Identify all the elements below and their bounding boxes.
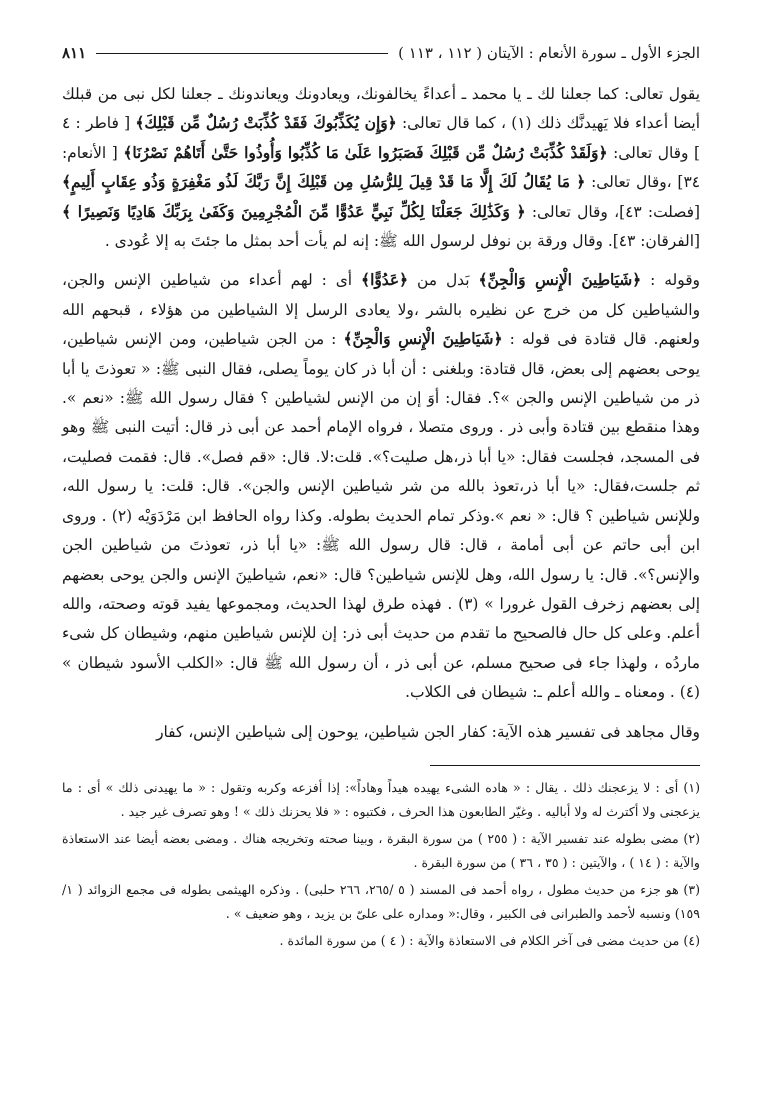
footnote: (٢) مضى بطوله عند تفسير الآية : ( ٢٥٥ ) من سورة البقرة ، وبينا صحته وتخريجه هناك . ومضى بعضه أيضا عند الاستعاذة والآية : ( ١٤ ) ، والآيتين : ( ٣٥ ، ٣٦ ) من سورة البقرة .: [62, 830, 700, 870]
header-rule: [96, 53, 388, 54]
quran-quote: ﴿عَدُوًّا﴾: [361, 271, 409, 290]
footnote: (٤) من حديث مضى فى آخر الكلام فى الاستعاذة والآية : ( ٤ ) من سورة المائدة .: [279, 932, 700, 948]
text-segment: [الفرقان: ٤٣]. وقال ورقة بن نوفل لرسول الله ﷺ: إنه لم يأت أحد بمثل ما جئتَ به إلا عُودى .: [104, 232, 700, 251]
text-segment: وقوله :: [641, 271, 700, 290]
body-text: [62, 80, 700, 747]
quran-quote: ﴿وَإِن يُكَذِّبُوكَ فَقَدْ كُذِّبَتْ رُسُلٌ مِّن قَبْلِكَ﴾: [135, 114, 397, 133]
footnote-separator: [430, 765, 700, 766]
text-segment: وقال مجاهد فى تفسير هذه الآية: كفار الجن شياطين، يوحون إلى شياطين الإنس، كفار: [156, 722, 700, 741]
footnote: (٣) هو جزء من حديث مطول ، رواه أحمد فى المسند ( ٥ /٢٦٥، ٢٦٦ حلبى) . وذكره الهيثمى بطوله فى مجمع الزوائد ( ١/ ١٥٩) ونسبه لأحمد والطبرانى فى الكبير ، وقال:« ومداره على علىّ بن يزيد ، وهو ضعيف » .: [62, 881, 700, 921]
quran-quote: ﴿ وَكَذَٰلِكَ جَعَلْنَا لِكُلِّ نَبِيٍّ عَدُوًّا مِّنَ الْمُجْرِمِينَ وَكَفَىٰ بِرَبِّكَ هَادِيًا وَنَصِيرًا ﴾: [62, 202, 526, 221]
text-segment: بَدل من: [408, 271, 479, 290]
paragraph: [62, 266, 700, 707]
text-segment: : من الجن شياطين، ومن الإنس شياطين، يوحى بعضهم إلى بعض، قال قتادة: وبلغنى : أن أبا ذر كان يوماً يصلى، فقال النبى ﷺ: « تعوذتَ يا أبا ذر من شياطين الإنس والجن »؟. فقال: أوَ إن من الإنس لشياطين ؟ فقال رسول الله ﷺ: «نعم ». وهذا منقطع بين قتادة وأبى ذر . وروى متصلا ، فرواه الإمام أحمد عن أبى ذر قال: أتيت النبى ﷺ وهو فى المسجد، فجلست فقال: «يا أبا ذر،هل صليت؟». قلت:لا. قال: «قم فصل». قال: فقمت فصليت، ثم جلست،فقال: «يا أبا ذر،تعوذ بالله من شر شياطين الإنس والجن». قال: قلت: يا رسول الله، وللإنس شياطين ؟ قال: « نعم ».وذكر تمام الحديث بطوله. وكذا رواه الحافظ ابن مَرْدَوَيْه (٢) . وروى ابن أبى حاتم عن أبى أمامة ، قال: قال رسول الله ﷺ: «يا أبا ذر، تعوذتَ من شياطين الجن والإنس؟». قال: يا رسول الله، وهل للإنس شياطين؟ قال: «نعم، شياطينَ الإنس والجن يوحى بعضهم إلى بعضهم زخرف القول غرورا » (٣) . فهذه طرق لهذا الحديث، ومجموعها يفيد قوته وصحته، والله أعلم. وعلى كل حال فالصحيح ما تقدم من حديث أبى ذر: إن للإنس شياطين منهم، وشيطان كل شىء ماردُه ، ولهذا جاء فى صحيح مسلم، عن أبى ذر ، أن رسول الله ﷺ قال: «الكلب الأسود شيطان » (٤) . ومعناه ـ والله أعلم ـ: شيطان فى الكلاب.: [62, 330, 700, 702]
text-segment: أى : لهم أعداء من شياطين الإنس والجن، والشياطين كل من خرج عن نظيره بالشر ،ولا يعادى الرسل إلا الشياطين من هؤلاء ، قبحهم الله ولعنهم. قال قتادة فى قوله :: [62, 271, 700, 349]
text-segment: يقول تعالى: كما جعلنا لك ـ يا محمد ـ أعداءً يخالفونك، ويعادونك ويعاندونك ـ جعلنا لكل نبى من قبلك أيضا أعداء فلا يَهيدنَّك ذلك (١) ، كما قال تعالى:: [62, 85, 700, 133]
text-segment: [ الأنعام: ٣٤] ،وقال تعالى:: [62, 143, 700, 192]
quran-quote: ﴿شَيَاطِينَ الْإِنسِ وَالْجِنِّ﴾: [478, 271, 642, 290]
quran-quote: ﴿ مَا يُقَالُ لَكَ إِلَّا مَا قَدْ قِيلَ لِلرُّسُلِ مِن قَبْلِكَ إِنَّ رَبَّكَ لَذُو مَغْفِرَةٍ وَذُو عِقَابٍ أَلِيمٍ﴾: [62, 173, 586, 192]
text-segment: [ فاطر : ٤ ] وقال تعالى:: [62, 114, 700, 162]
footnotes: [62, 776, 700, 953]
text-segment: [فصلت: ٤٣]، وقال تعالى:: [525, 202, 700, 221]
running-title: الجزء الأول ـ سورة الأنعام : الآيتان ( ١١٢ ، ١١٣ ): [398, 44, 700, 62]
quran-quote: ﴿وَلَقَدْ كُذِّبَتْ رُسُلٌ مِّن قَبْلِكَ فَصَبَرُوا عَلَىٰ مَا كُذِّبُوا وَأُوذُوا حَتَّىٰ أَتَاهُمْ نَصْرُنَا﴾: [123, 143, 608, 162]
paragraph: [62, 80, 700, 256]
page-number: ٨١١: [62, 44, 87, 62]
paragraph: [62, 718, 700, 747]
page-header: [62, 40, 700, 66]
footnote: (١) أى : لا يزعجنك ذلك . يقال : « هاده الشىء يهيده هيداً وهاداً»: إذا أفزعه وكربه وتقول : « ما يهيدنى ذلك » أى : ما يزعجنى ولا أكترث له ولا أباليه . وغيّر الطابعون هذا الحرف ، فكتبوه : « فلا يحزنك ذلك » ! وهو تصرف غير جيد .: [62, 779, 700, 819]
quran-quote: ﴿شَيَاطِينَ الْإِنسِ وَالْجِنِّ﴾: [343, 330, 503, 349]
